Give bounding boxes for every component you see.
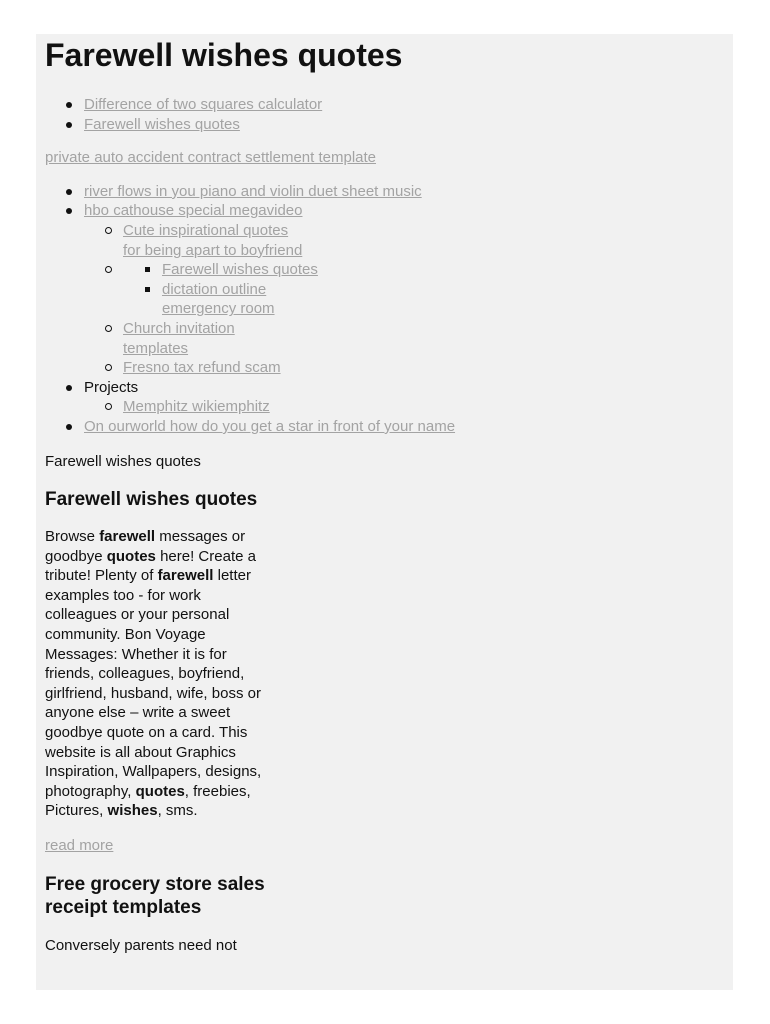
link-memphitz[interactable]: Memphitz wikiemphitz <box>123 398 270 416</box>
nav-list <box>45 182 725 437</box>
sub-sub-list <box>123 260 725 319</box>
bold-keyword: quotes <box>106 547 156 565</box>
text-run: Browse <box>45 528 100 546</box>
link-fresno[interactable]: Fresno tax refund scam <box>123 359 281 377</box>
text-run: here! Create a tribute! Plenty of <box>45 547 256 585</box>
projects-label: Projects <box>84 378 139 396</box>
sub-sub-item <box>123 280 725 319</box>
nav-item <box>45 182 725 202</box>
top-link-list <box>45 95 725 134</box>
bold-keyword: farewell <box>157 567 214 585</box>
projects-list <box>84 397 725 417</box>
sub-item <box>84 397 725 417</box>
link-difference-calculator[interactable]: Difference of two squares calculator <box>84 96 323 113</box>
text-run: , freebies, Pictures, <box>45 782 251 820</box>
bold-keyword: quotes <box>135 782 185 800</box>
sub-item <box>84 221 725 260</box>
link-dictation[interactable]: dictation outline emergency room <box>162 280 275 318</box>
sub-item <box>84 358 725 378</box>
link-ourworld[interactable]: On ourworld how do you get a star in front of your name <box>84 417 456 435</box>
text-run: letter examples too - for work colleagues or your personal community. Bon Voyage Messages: Whether it is for friends, colleagues, boyfriend, girlfriend, husband, wife, boss or anyone else – write a sweet goodbye quote on a card. This website is all about Graphics Inspiration, Wallpapers, designs, photography, <box>45 567 262 800</box>
sub-list <box>84 221 725 378</box>
list-item <box>45 95 725 115</box>
list-item <box>45 115 725 135</box>
nav-item <box>45 417 725 437</box>
link-farewell-nested[interactable]: Farewell wishes quotes <box>162 261 318 279</box>
section-heading: Farewell wishes quotes <box>45 489 258 511</box>
link-river-flows[interactable]: river flows in you piano and violin duet sheet music <box>84 182 422 200</box>
text-run: messages or goodbye <box>45 528 246 565</box>
page-container <box>36 34 733 990</box>
bold-keyword: farewell <box>99 528 156 546</box>
section-paragraph <box>45 527 273 821</box>
plain-title: Farewell wishes quotes <box>45 452 201 470</box>
bold-keyword: wishes <box>107 802 158 820</box>
page-title: Farewell wishes quotes <box>45 37 403 73</box>
sub-item <box>84 319 725 358</box>
link-farewell-wishes[interactable]: Farewell wishes quotes <box>84 115 240 133</box>
nav-item <box>45 201 725 377</box>
nav-item <box>45 378 725 417</box>
section-paragraph-2: Conversely parents need not <box>45 936 237 954</box>
text-run: , sms. <box>157 802 198 820</box>
link-private-auto[interactable]: private auto accident contract settlement template <box>45 149 377 167</box>
link-hbo[interactable]: hbo cathouse special megavideo <box>84 202 303 220</box>
sub-item <box>84 260 725 319</box>
link-cute-quotes[interactable]: Cute inspirational quotes for being apart to boyfriend <box>123 221 303 259</box>
read-more-link[interactable]: read more <box>45 837 114 854</box>
sub-sub-item <box>123 260 725 280</box>
section-heading-2: Free grocery store sales receipt templates <box>45 873 265 918</box>
link-church[interactable]: Church invitation templates <box>123 319 235 357</box>
